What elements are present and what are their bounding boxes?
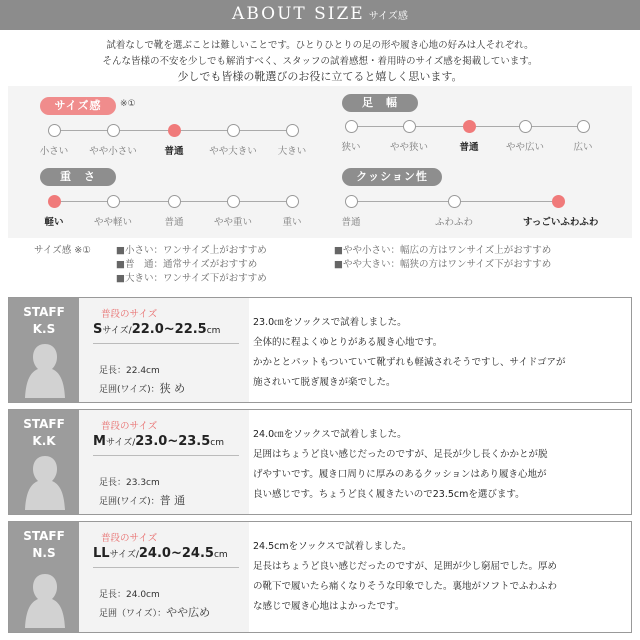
width-option-label-2: やや狭い (389, 142, 428, 153)
size-scale-label: サイズ感 (40, 97, 116, 115)
staff-comment-line: 全体的に程よくゆとりがある履き心地です。 (253, 337, 443, 348)
usual-size-label: 普段のサイズ (101, 309, 158, 320)
scale-panel (8, 86, 632, 238)
width-option-label-3: 普通 (459, 142, 479, 153)
person-silhouette-icon (23, 568, 67, 632)
cushion-option-label-3: すっごいふわふわ (523, 217, 599, 228)
staff-side (9, 298, 79, 402)
size-unit: cm (213, 550, 228, 560)
width-option-dot-1 (345, 120, 358, 133)
size-column (79, 410, 249, 514)
width-option-dot-2 (403, 120, 416, 133)
weight-option-label-2: やや軽い (93, 217, 132, 228)
width-option-dot-3 (463, 120, 476, 133)
staff-comment-line: かかととパットもついていて靴ずれも軽減されそうですし、サイドゴアが (253, 357, 566, 368)
size-prefix: サイズ/ (109, 550, 139, 560)
intro-line-3: 少しでも皆様の靴選びのお役に立てると嬉しく思います。 (177, 70, 463, 83)
usual-size-label: 普段のサイズ (101, 421, 158, 432)
size-option-dot-1 (48, 124, 61, 137)
size-underline (93, 343, 239, 344)
size-option-dot-5 (286, 124, 299, 137)
legend-title: サイズ感 ※① (34, 245, 91, 256)
staff-label: STAFF (23, 305, 65, 319)
size-unit: cm (206, 326, 221, 336)
size-range: 22.0~22.5 (131, 322, 207, 337)
foot-width: 足囲(ワイズ)：狭 め (99, 382, 186, 395)
cushion-option-dot-2 (448, 195, 461, 208)
staff-name (9, 528, 79, 562)
staff-comment-line: 良い感じです。ちょうど良く履きたいので23.5cmを選びます。 (253, 489, 525, 500)
size-range: 23.0~23.5 (135, 434, 211, 449)
cushion-option-label-2: ふわふわ (434, 217, 473, 228)
size-letter: M (93, 434, 106, 449)
staff-side (9, 522, 79, 632)
weight-option-dot-1 (48, 195, 61, 208)
weight-option-label-1: 軽い (44, 217, 64, 228)
staff-comment-line: 足囲はちょうど良い感じだったのですが、足長が少し長くかかとが脱 (253, 449, 548, 460)
cushion-option-label-1: 普通 (341, 217, 361, 228)
staff-comment-line: の靴下で履いたら痛くなりそうな印象でした。裏地がソフトでふわふわ (253, 581, 558, 592)
header-bar (0, 0, 640, 30)
staff-comment-line: 24.0㎝をソックスで試着しました。 (253, 429, 407, 440)
foot-width: 足囲（ワイズ）：やや広め (99, 606, 211, 619)
legend-left-2: ■普 通：通常サイズがおすすめ (116, 259, 258, 270)
staff-label: STAFF (23, 417, 65, 431)
size-option-dot-4 (227, 124, 240, 137)
size-option-label-1: 小さい (39, 146, 69, 157)
size-column (79, 522, 249, 632)
intro-line-1: 試着なしで靴を選ぶことは難しいことです。ひとりひとりの足の形や履き心地の好みは人それぞれ。 (106, 40, 534, 51)
size-prefix: サイズ/ (102, 326, 132, 336)
legend-left-1: ■小さい：ワンサイズ上がおすすめ (116, 245, 267, 256)
foot-length: 足長：24.0cm (99, 590, 160, 600)
foot-length: 足長：23.3cm (99, 478, 160, 488)
staff-comment-line: 23.0㎝をソックスで試着しました。 (253, 317, 407, 328)
size-scale-note: ※① (120, 99, 136, 109)
size-unit: cm (210, 438, 225, 448)
usual-size-label: 普段のサイズ (101, 533, 158, 544)
staff-comment-line: な感じで履き心地はよかったです。 (253, 601, 405, 612)
size-letter: LL (93, 546, 110, 561)
cushion-option-dot-1 (345, 195, 358, 208)
staff-initials: K.S (32, 322, 56, 336)
staff-comment-line: 施されいて脱ぎ履きが楽でした。 (253, 377, 396, 388)
legend-right-2: ■やや大きい：幅狭の方はワンサイズ下がおすすめ (334, 259, 552, 270)
usual-size-value (93, 322, 220, 337)
width-scale-label: 足 幅 (342, 94, 418, 112)
staff-comment-line: 24.5cmをソックスで試着しました。 (253, 541, 412, 552)
size-underline (93, 567, 239, 568)
size-option-label-4: やや大きい (209, 146, 257, 157)
staff-name (9, 304, 79, 338)
usual-size-value (93, 434, 224, 449)
size-column (79, 298, 249, 402)
staff-side (9, 410, 79, 514)
size-option-label-5: 大きい (277, 146, 307, 157)
staff-card (8, 409, 632, 515)
page-title: ABOUT SIZE サイズ感 (232, 4, 408, 24)
weight-option-label-3: 普通 (164, 217, 184, 228)
staff-comment-line: げやすいです。履き口周りに厚みのあるクッションはあり履き心地が (253, 469, 547, 480)
legend-left-3: ■大きい：ワンサイズ下がおすすめ (116, 273, 267, 284)
staff-card (8, 521, 632, 633)
weight-option-dot-3 (168, 195, 181, 208)
foot-length: 足長：22.4cm (99, 366, 160, 376)
weight-option-dot-5 (286, 195, 299, 208)
size-option-label-2: やや小さい (89, 146, 137, 157)
width-option-label-4: やや広い (505, 142, 544, 153)
staff-comment-line: 足長はちょうど良い感じだったのですが、足囲が少し窮屈でした。厚め (253, 561, 558, 572)
width-option-dot-5 (577, 120, 590, 133)
size-range: 24.0~24.5 (138, 546, 214, 561)
size-option-dot-2 (107, 124, 120, 137)
weight-option-label-4: やや重い (213, 217, 252, 228)
weight-scale-label: 重 さ (40, 168, 116, 186)
cushion-scale-label: クッション性 (342, 168, 442, 186)
weight-option-dot-2 (107, 195, 120, 208)
width-option-label-1: 狭い (341, 142, 361, 153)
staff-card (8, 297, 632, 403)
size-prefix: サイズ/ (105, 438, 136, 448)
size-underline (93, 455, 239, 456)
weight-option-dot-4 (227, 195, 240, 208)
width-option-dot-4 (519, 120, 532, 133)
foot-width: 足囲(ワイズ)：普 通 (99, 494, 186, 507)
intro-line-2: そんな皆様の不安を少しでも解消すべく、スタッフの試着感想・着用時のサイズ感を掲載しています。 (102, 56, 538, 67)
person-silhouette-icon (23, 450, 67, 514)
staff-initials: N.S (32, 546, 56, 560)
person-silhouette-icon (23, 338, 67, 402)
staff-name (9, 416, 79, 450)
legend-right-1: ■やや小さい：幅広の方はワンサイズ上がおすすめ (334, 245, 552, 256)
staff-label: STAFF (23, 529, 65, 543)
cushion-option-dot-3 (552, 195, 565, 208)
width-option-label-5: 広い (573, 142, 593, 153)
size-option-dot-3 (168, 124, 181, 137)
staff-initials: K.K (32, 434, 56, 448)
size-option-label-3: 普通 (164, 146, 184, 157)
page-subtitle: サイズ感 (368, 11, 408, 22)
size-letter: S (93, 322, 103, 337)
usual-size-value (93, 546, 228, 561)
weight-option-label-5: 重い (282, 217, 302, 228)
